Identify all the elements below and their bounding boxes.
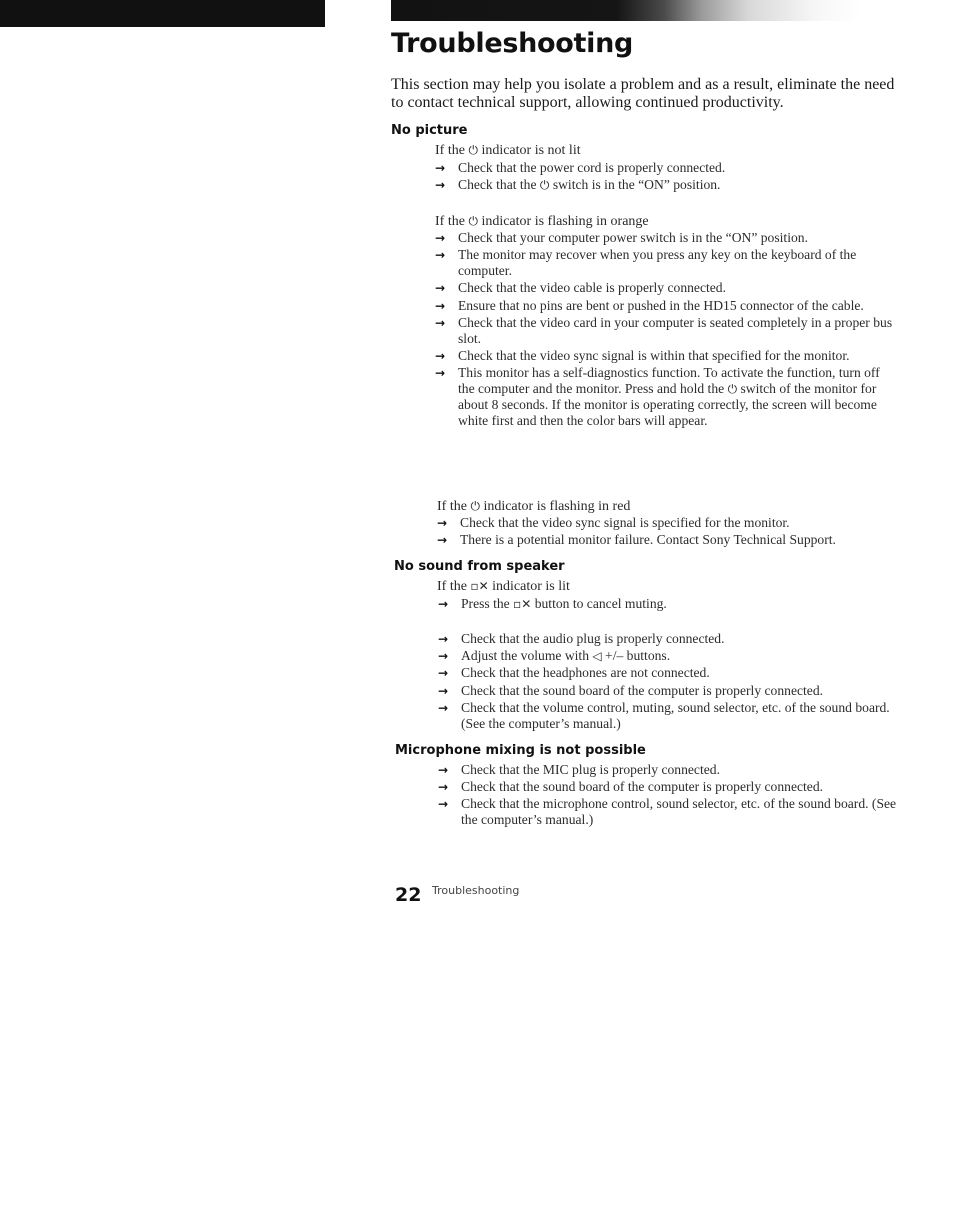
list-item: → Check that the video sync signal is specified for the monitor. [437, 515, 897, 531]
section-heading-no-sound: No sound from speaker [394, 559, 565, 574]
footer-section-label: Troubleshooting [432, 884, 520, 897]
list-item: → Check that the microphone control, sound selector, etc. of the sound board. (See the computer’s manual.) [438, 796, 898, 828]
condition-flashing-orange: If the ⏻ indicator is flashing in orange [435, 214, 649, 229]
page-title: Troubleshooting [391, 28, 634, 59]
list-item: → This monitor has a self-diagnostics function. To activate the function, turn off the computer and the monitor. Press and hold the ⏻ switch of the monitor for about 8 seconds. If the monitor is operating correctly, the screen will become white first and then the color bars will appear. [435, 365, 895, 429]
condition-flashing-red: If the ⏻ indicator is flashing in red [437, 499, 631, 514]
volume-wedge-icon: ◁ [592, 649, 602, 664]
list-mute [438, 596, 898, 613]
list-flashing-red [437, 515, 897, 549]
power-symbol-icon: ⏻ [539, 178, 550, 193]
condition-mute-lit: If the ▫✕ indicator is lit [437, 579, 570, 594]
power-symbol-icon: ⏻ [468, 143, 478, 157]
list-microphone [438, 762, 898, 830]
list-item: → Ensure that no pins are bent or pushed in the HD15 connector of the cable. [435, 298, 895, 314]
list-item: → Check that the audio plug is properly connected. [438, 631, 898, 647]
list-item: → The monitor may recover when you press any key on the keyboard of the computer. [435, 247, 895, 279]
list-item: → Check that the volume control, muting, sound selector, etc. of the sound board. (See the computer’s manual.) [438, 700, 898, 732]
list-no-sound [438, 631, 898, 733]
list-item: → Check that the power cord is properly connected. [435, 160, 895, 176]
list-item: → Check that the ⏻ switch is in the “ON” position. [435, 177, 895, 193]
list-item: → There is a potential monitor failure. Contact Sony Technical Support. [437, 532, 897, 548]
mute-symbol-icon: ▫✕ [470, 579, 489, 593]
list-power-not-lit [435, 160, 895, 194]
condition-power-not-lit: If the ⏻ indicator is not lit [435, 143, 581, 158]
list-item: → Adjust the volume with ◁ +/– buttons. [438, 648, 898, 664]
list-item: → Check that the video cable is properly connected. [435, 280, 895, 296]
list-item: → Check that the video card in your computer is seated completely in a proper bus slot. [435, 315, 895, 347]
section-heading-microphone: Microphone mixing is not possible [395, 743, 646, 758]
power-symbol-icon: ⏻ [470, 499, 480, 513]
section-heading-no-picture: No picture [391, 123, 468, 138]
header-gradient-bar [391, 0, 861, 21]
list-item: → Check that the headphones are not connected. [438, 665, 898, 681]
list-item: → Check that the MIC plug is properly connected. [438, 762, 898, 778]
mute-symbol-icon: ▫✕ [513, 597, 532, 611]
power-symbol-icon: ⏻ [727, 382, 738, 397]
list-item: → Press the ▫✕ button to cancel muting. [438, 596, 898, 612]
power-symbol-icon: ⏻ [468, 214, 478, 228]
list-item: → Check that your computer power switch is in the “ON” position. [435, 230, 895, 246]
list-flashing-orange [435, 230, 895, 430]
page-number: 22 [395, 884, 422, 906]
list-item: → Check that the sound board of the computer is properly connected. [438, 779, 898, 795]
list-item: → Check that the video sync signal is within that specified for the monitor. [435, 348, 895, 364]
intro-paragraph: This section may help you isolate a problem and as a result, eliminate the need to contact technical support, allowing continued productivity. [391, 76, 895, 111]
header-decoration-bar-left [0, 0, 325, 27]
list-item: → Check that the sound board of the computer is properly connected. [438, 683, 898, 699]
